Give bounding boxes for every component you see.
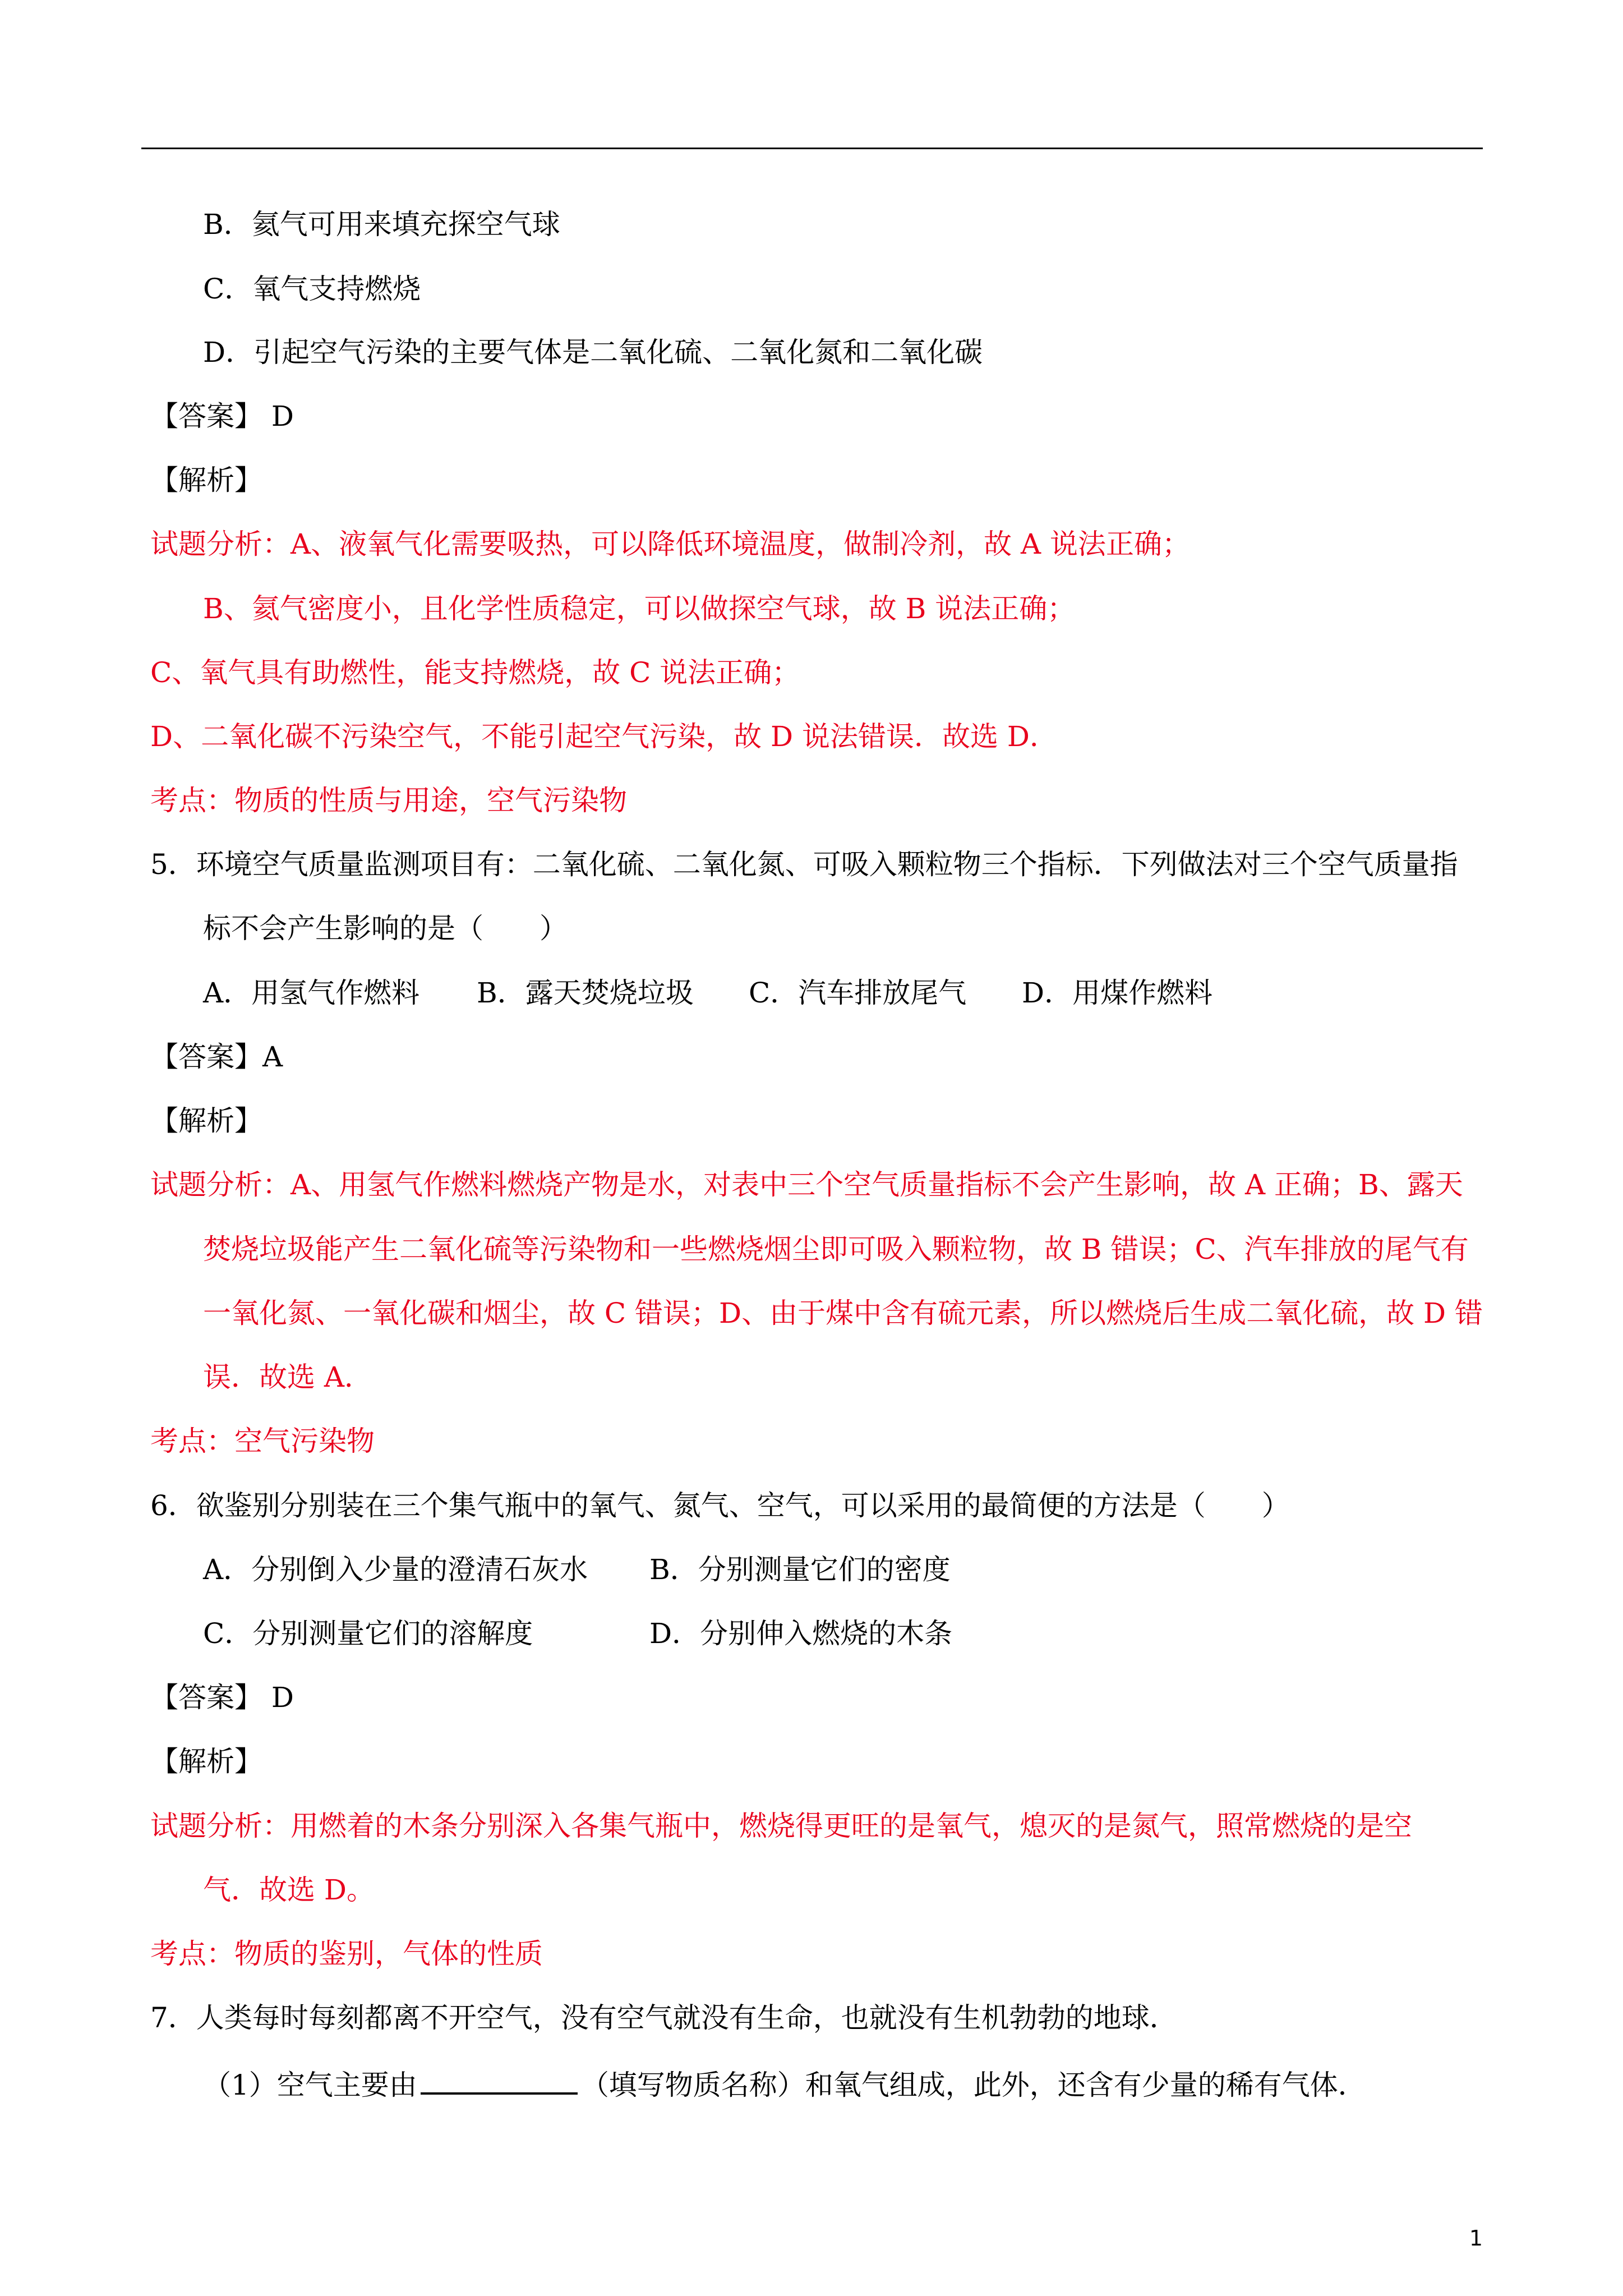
q7-sub1 bbox=[203, 2065, 1366, 2102]
q5-analysis-line-1: 试题分析：A、用氢气作燃料燃烧产物是水，对表中三个空气质量指标不会产生影响，故 A 正确；B、露天 bbox=[150, 1168, 1463, 1201]
q6-analysis-line-2: 气．故选 D。 bbox=[203, 1874, 375, 1906]
q5-stem-line-1: 5．环境空气质量监测项目有：二氧化硫、二氧化氮、可吸入颗粒物三个指标．下列做法对三个空气质量指 bbox=[150, 848, 1458, 881]
q4-option-c: C．氧气支持燃烧 bbox=[203, 273, 421, 305]
q5-option-d: D．用煤作燃料 bbox=[1022, 977, 1213, 1009]
q4-analysis-line-4: D、二氧化碳不污染空气，不能引起空气污染，故 D 说法错误．故选 D． bbox=[150, 720, 1058, 753]
q4-analysis-line-2: B、氦气密度小，且化学性质稳定，可以做探空气球，故 B 说法正确； bbox=[203, 592, 1076, 625]
q4-analysis-line-1: 试题分析：A、液氧气化需要吸热，可以降低环境温度，做制冷剂，故 A 说法正确； bbox=[150, 528, 1191, 560]
fill-in-blank[interactable] bbox=[421, 2065, 578, 2095]
q6-option-a: A．分别倒入少量的澄清石灰水 bbox=[203, 1553, 588, 1586]
q5-analysis-line-4: 误．故选 A． bbox=[203, 1361, 373, 1393]
q5-kaodian: 考点：空气污染物 bbox=[150, 1425, 375, 1457]
q5-analysis-line-2: 焚烧垃圾能产生二氧化硫等污染物和一些燃烧烟尘即可吸入颗粒物，故 B 错误；C、汽车排放的尾气有 bbox=[203, 1233, 1469, 1266]
q7-sub1-after: （填写物质名称）和氧气组成，此外，还含有少量的稀有气体． bbox=[580, 2069, 1366, 2101]
q5-option-b: B．露天焚烧垃圾 bbox=[477, 977, 694, 1009]
q7-sub1-before: （1）空气主要由 bbox=[203, 2069, 417, 2101]
q4-option-b: B．氦气可用来填充探空气球 bbox=[203, 208, 560, 241]
q5-analysis-line-3: 一氧化氮、一氧化碳和烟尘，故 C 错误；D、由于煤中含有硫元素，所以燃烧后生成二氧化硫，故 D 错 bbox=[203, 1297, 1483, 1329]
q4-option-d: D．引起空气污染的主要气体是二氧化硫、二氧化氮和二氧化碳 bbox=[203, 336, 983, 369]
q6-option-c: C．分别测量它们的溶解度 bbox=[203, 1617, 533, 1650]
q4-analysis-label: 【解析】 bbox=[150, 464, 262, 496]
q6-kaodian: 考点：物质的鉴别，气体的性质 bbox=[150, 1938, 543, 1970]
q5-stem-line-2: 标不会产生影响的是（ ） bbox=[203, 912, 568, 945]
q4-analysis-line-3: C、氧气具有助燃性，能支持燃烧，故 C 说法正确； bbox=[150, 656, 800, 689]
q5-option-c: C．汽车排放尾气 bbox=[749, 977, 967, 1009]
q7-stem: 7．人类每时每刻都离不开空气，没有空气就没有生命，也就没有生机勃勃的地球． bbox=[150, 2001, 1178, 2034]
q6-option-b: B．分别测量它们的密度 bbox=[649, 1553, 951, 1586]
q4-answer: 【答案】 D bbox=[150, 400, 294, 432]
q6-analysis-line-1: 试题分析：用燃着的木条分别深入各集气瓶中，燃烧得更旺的是氧气，熄灭的是氮气，照常燃烧的是空 bbox=[150, 1810, 1412, 1842]
q5-analysis-label: 【解析】 bbox=[150, 1105, 262, 1137]
page-number: 1 bbox=[1469, 2226, 1483, 2251]
q5-answer: 【答案】A bbox=[150, 1041, 283, 1073]
q4-kaodian: 考点：物质的性质与用途，空气污染物 bbox=[150, 784, 627, 817]
q5-option-a: A．用氢气作燃料 bbox=[203, 977, 420, 1009]
q6-stem: 6．欲鉴别分别装在三个集气瓶中的氧气、氮气、空气，可以采用的最简便的方法是（ ） bbox=[150, 1489, 1290, 1522]
header-rule bbox=[141, 148, 1483, 149]
q6-answer: 【答案】 D bbox=[150, 1681, 294, 1714]
q6-option-d: D．分别伸入燃烧的木条 bbox=[649, 1617, 953, 1650]
q6-analysis-label: 【解析】 bbox=[150, 1745, 262, 1778]
